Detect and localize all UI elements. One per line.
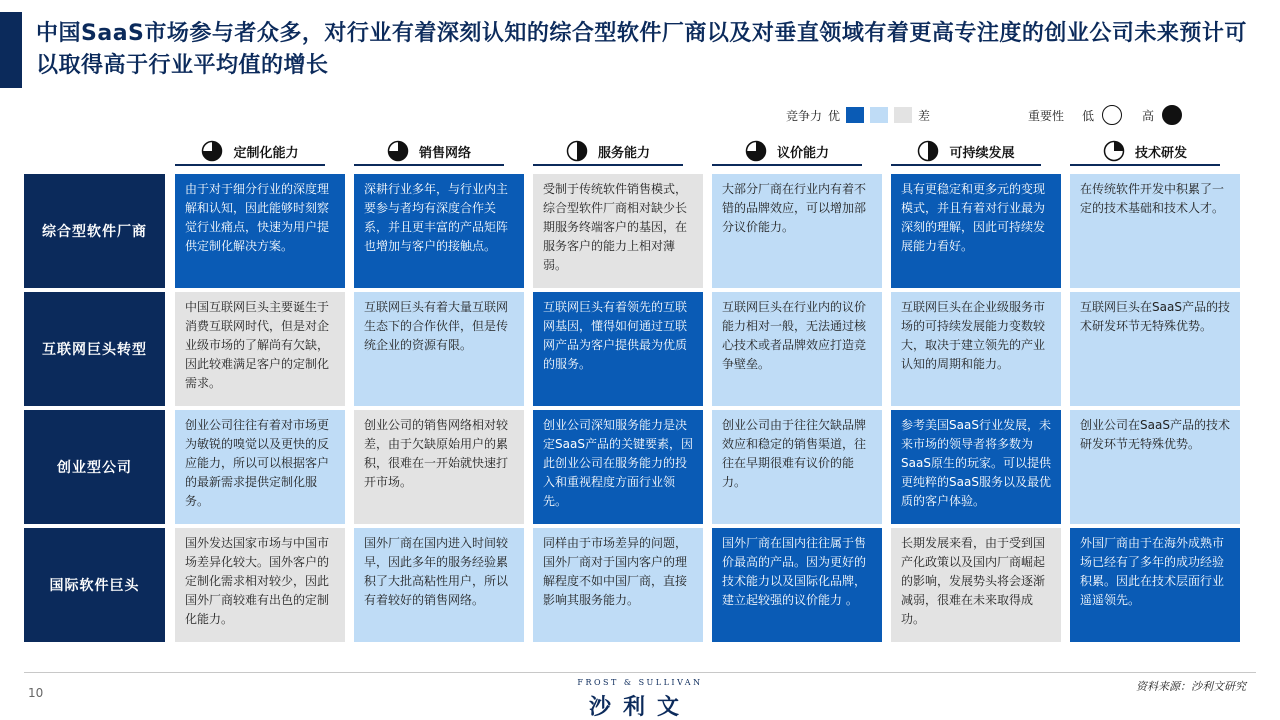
- importance-harvey-ball-icon: [566, 140, 588, 162]
- competitiveness-high-label: 优: [828, 108, 841, 123]
- logo-tagline: FROST & SULLIVAN: [577, 678, 703, 687]
- matrix-cell: 创业公司的销售网络相对较差，由于欠缺原始用户的累积，很难在一开始就快速打开市场。: [354, 410, 524, 524]
- column-header-label: 服务能力: [597, 145, 650, 161]
- page-number: 10: [28, 686, 44, 700]
- matrix-cell: 国外发达国家市场与中国市场差异化较大。国外客户的定制化需求相对较少，因此国外厂商较难有出色的定制化能力。: [175, 528, 345, 642]
- matrix-cell: 由于对于细分行业的深度理解和认知，因此能够时刻察觉行业痛点，快速为用户提供定制化解决方案。: [175, 174, 345, 288]
- matrix-cell: 国外厂商在国内往往属于售价最高的产品。因为更好的技术能力以及国际化品牌，建立起较强的议价能力 。: [712, 528, 882, 642]
- matrix-cell: 参考美国SaaS行业发展，未来市场的领导者将多数为SaaS原生的玩家。可以提供更纯粹的SaaS服务以及最优质的客户体验。: [891, 410, 1061, 524]
- column-header: [175, 138, 325, 166]
- matrix-cell: 深耕行业多年，与行业内主要参与者均有深度合作关系，并且更丰富的产品矩阵也增加与客户的接触点。: [354, 174, 524, 288]
- matrix-cell: 互联网巨头在SaaS产品的技术研发环节无特殊优势。: [1070, 292, 1240, 406]
- empty-circle-icon: [1102, 105, 1122, 125]
- matrix-cell: 中国互联网巨头主要诞生于消费互联网时代，但是对企业级市场的了解尚有欠缺，因此较难满足客户的定制化需求。: [175, 292, 345, 406]
- matrix-cell: 创业公司深知服务能力是决定SaaS产品的关键要素，因此创业公司在服务能力的投入和重视程度方面行业领先。: [533, 410, 703, 524]
- matrix-cell: 同样由于市场差异的问题，国外厂商对于国内客户的理解程度不如中国厂商，直接影响其服务能力。: [533, 528, 703, 642]
- column-header: [712, 138, 862, 166]
- filled-circle-icon: [1162, 105, 1182, 125]
- matrix-cell: 国外厂商在国内进入时间较早，因此多年的服务经验累积了大批高粘性用户，所以有着较好的销售网络。: [354, 528, 524, 642]
- competitiveness-legend: [786, 103, 936, 127]
- importance-harvey-ball-icon: [387, 140, 409, 162]
- column-header: [891, 138, 1041, 166]
- matrix-cell: 大部分厂商在行业内有着不错的品牌效应，可以增加部分议价能力。: [712, 174, 882, 288]
- matrix-cell: 长期发展来看，由于受到国产化政策以及国内厂商崛起的影响，发展势头将会逐渐减弱，很难在未来取得成功。: [891, 528, 1061, 642]
- importance-low-label: 低: [1082, 108, 1095, 123]
- row-header: 国际软件巨头: [24, 528, 165, 642]
- row-header: 创业型公司: [24, 410, 165, 524]
- importance-harvey-ball-icon: [1103, 140, 1125, 162]
- matrix-cell: 受制于传统软件销售模式，综合型软件厂商相对缺少长期服务终端客户的基因，在服务客户的能力上相对薄弱。: [533, 174, 703, 288]
- importance-harvey-ball-icon: [745, 140, 767, 162]
- competitiveness-legend-label: 竞争力: [786, 108, 823, 123]
- page-title: 中国SaaS市场参与者众多，对行业有着深刻认知的综合型软件厂商以及对垂直领域有着更高专注度的创业公司未来预计可以取得高于行业平均值的增长: [36, 21, 1247, 78]
- matrix-cell: 创业公司由于往往欠缺品牌效应和稳定的销售渠道，往往在早期很难有议价的能力。: [712, 410, 882, 524]
- matrix-cell: 互联网巨头有着大量互联网生态下的合作伙伴，但是传统企业的资源有限。: [354, 292, 524, 406]
- source-note: 资料来源：沙利文研究: [1136, 680, 1246, 693]
- footer-divider: [24, 672, 1256, 673]
- competitiveness-low-label: 差: [918, 108, 931, 123]
- importance-legend-label: 重要性: [1028, 108, 1065, 123]
- matrix-cell: 创业公司在SaaS产品的技术研发环节无特殊优势。: [1070, 410, 1240, 524]
- row-header: 互联网巨头转型: [24, 292, 165, 406]
- matrix-cell: 互联网巨头有着领先的互联网基因，懂得如何通过互联网产品为客户提供最为优质的服务。: [533, 292, 703, 406]
- column-header-label: 销售网络: [418, 145, 471, 161]
- title-accent-bar: [0, 12, 22, 88]
- column-header: [354, 138, 504, 166]
- matrix-cell: 在传统软件开发中积累了一定的技术基础和技术人才。: [1070, 174, 1240, 288]
- swatch-high: [846, 107, 864, 123]
- matrix-cell: 互联网巨头在行业内的议价能力相对一般，无法通过核心技术或者品牌效应打造竞争壁垒。: [712, 292, 882, 406]
- column-header: [533, 138, 683, 166]
- swatch-mid: [870, 107, 888, 123]
- column-header-label: 可持续发展: [949, 145, 1015, 161]
- matrix-cell: 创业公司往往有着对市场更为敏锐的嗅觉以及更快的反应能力，所以可以根据客户的最新需求提供定制化服务。: [175, 410, 345, 524]
- column-header-label: 议价能力: [776, 145, 829, 161]
- importance-harvey-ball-icon: [917, 140, 939, 162]
- matrix-cell: 外国厂商由于在海外成熟市场已经有了多年的成功经验积累。因此在技术层面行业遥遥领先。: [1070, 528, 1240, 642]
- importance-legend: [1028, 103, 1194, 127]
- column-header-label: 技术研发: [1134, 145, 1187, 161]
- importance-high-label: 高: [1142, 108, 1155, 123]
- column-header-label: 定制化能力: [233, 145, 299, 161]
- matrix-cell: 具有更稳定和更多元的变现模式，并且有着对行业最为深刻的理解，因此可持续发展能力看好。: [891, 174, 1061, 288]
- frost-sullivan-logo: 沙利文: [588, 695, 691, 720]
- row-header: 综合型软件厂商: [24, 174, 165, 288]
- importance-harvey-ball-icon: [201, 140, 223, 162]
- column-header: [1070, 138, 1220, 166]
- swatch-low: [894, 107, 912, 123]
- matrix-cell: 互联网巨头在企业级服务市场的可持续发展能力变数较大，取决于建立领先的产业认知的周期和能力。: [891, 292, 1061, 406]
